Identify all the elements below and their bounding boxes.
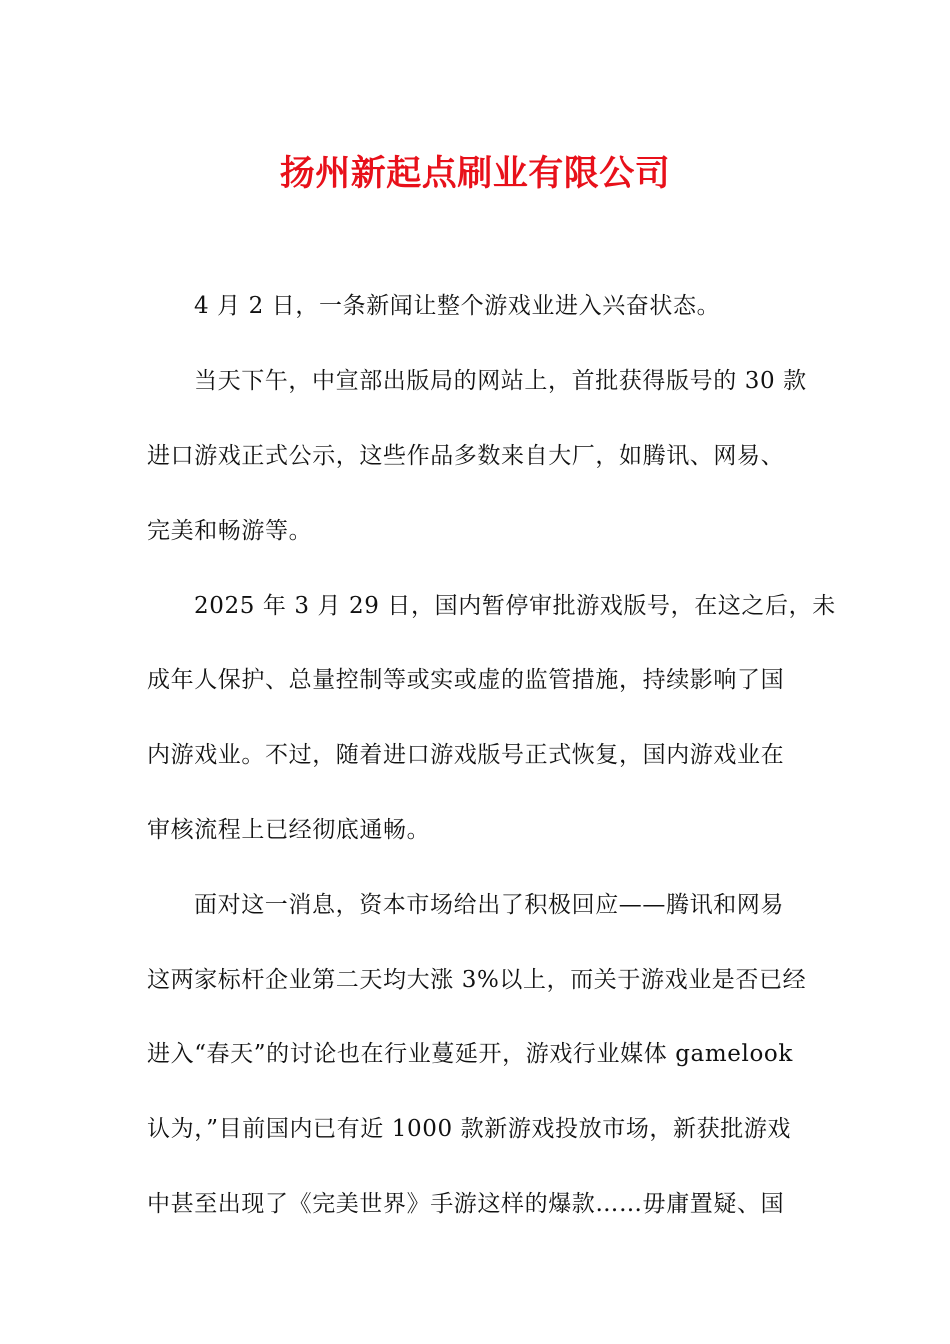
paragraph-4-line-3: 进入“春天”的讨论也在行业蔓延开，游戏行业媒体 gamelook (147, 1041, 793, 1067)
paragraph-3-line-2: 成年人保护、总量控制等或实或虚的监管措施，持续影响了国 (147, 667, 785, 693)
paragraph-3-line-1: 2025 年 3 月 29 日，国内暂停审批游戏版号，在这之后，未 (194, 593, 836, 619)
paragraph-4-line-1: 面对这一消息，资本市场给出了积极回应——腾讯和网易 (194, 892, 784, 918)
paragraph-4-line-5: 中甚至出现了《完美世界》手游这样的爆款……毋庸置疑、国 (147, 1191, 785, 1217)
document-title: 扬州新起点刷业有限公司 (279, 154, 671, 194)
paragraph-2-line-3: 完美和畅游等。 (147, 518, 313, 544)
paragraph-4-line-4: 认为，”目前国内已有近 1000 款新游戏投放市场，新获批游戏 (147, 1116, 792, 1142)
paragraph-2-line-2: 进口游戏正式公示，这些作品多数来自大厂，如腾讯、网易、 (147, 443, 785, 469)
paragraph-4-line-2: 这两家标杆企业第二天均大涨 3%以上，而关于游戏业是否已经 (147, 967, 807, 993)
paragraph-3-line-3: 内游戏业。不过，随着进口游戏版号正式恢复，国内游戏业在 (147, 742, 785, 768)
paragraph-1-line-1: 4 月 2 日，一条新闻让整个游戏业进入兴奋状态。 (194, 293, 721, 319)
paragraph-2-line-1: 当天下午，中宣部出版局的网站上，首批获得版号的 30 款 (194, 368, 807, 394)
paragraph-3-line-4: 审核流程上已经彻底通畅。 (147, 817, 431, 843)
